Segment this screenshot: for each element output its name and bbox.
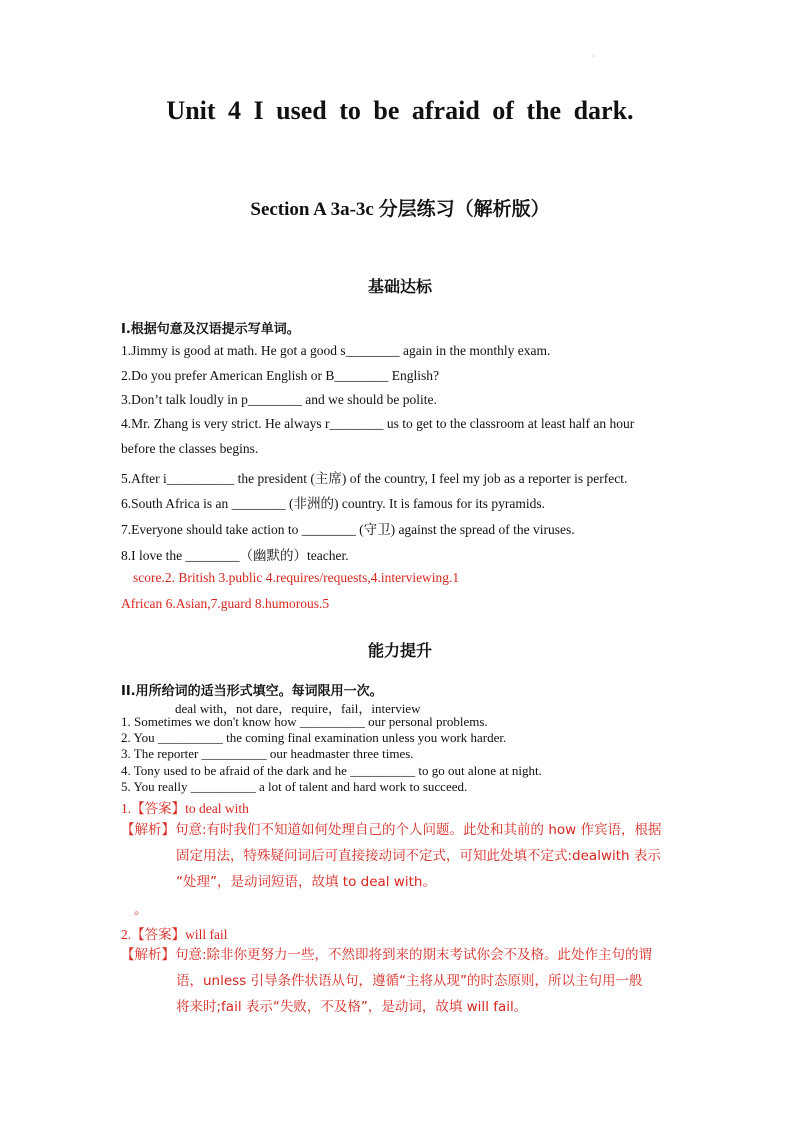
exercise-item-continuation: before the classes begins. [121, 441, 259, 456]
analysis-1 [121, 817, 681, 895]
analysis-2-line: 将来时;fail 表示“失败，不及格”，是动词，故填 will fail。 [176, 999, 528, 1015]
analysis-1-line: “处理”，是动词短语，故填 to deal with。 [176, 874, 436, 890]
exercise-item: 5. You really __________ a lot of talent and hard work to succeed. [121, 779, 468, 794]
exercise-item: 1.Jimmy is good at math. He got a good s________ again in the monthly exam. [121, 343, 551, 358]
exercise-item: 1. Sometimes we don't know how __________ our personal problems. [121, 714, 488, 729]
analysis-2 [121, 942, 681, 1020]
section2-instruction: II.用所给词的适当形式填空。每词限用一次。 [121, 684, 383, 699]
answer-2: 2.【答案】will fail [121, 927, 228, 942]
exercise-item: 2. You __________ the coming final examination unless you work harder. [121, 730, 507, 745]
section2-heading: 能力提升 [367, 641, 432, 660]
exercise-item: 8.I love the ________（幽默的）teacher. [121, 548, 349, 563]
exercise-item: 3.Don’t talk loudly in p________ and we should be polite. [121, 392, 437, 407]
page-subtitle: Section A 3a-3c 分层练习（解析版） [250, 199, 550, 220]
answer-key-line: score.2. British 3.public 4.requires/requests,4.interviewing.1 [133, 570, 460, 585]
exercise-item: 3. The reporter __________ our headmaster three times. [121, 746, 414, 761]
analysis-1-line: 【解析】句意:有时我们不知道如何处理自己的个人问题。此处和其前的 how 作宾语，根据 [121, 822, 662, 838]
answer-key-line: African 6.Asian,7.guard 8.humorous.5 [121, 596, 330, 611]
section1-instruction: Ⅰ.根据句意及汉语提示写单词。 [121, 322, 300, 337]
analysis-2-line: 【解析】句意:除非你更努力一些，不然即将到来的期末考试你会不及格。此处作主句的谓 [121, 947, 653, 963]
exercise-item: 6.South Africa is an ________ (非洲的) country. It is famous for its pyramids. [121, 496, 545, 511]
analysis-1-trail: 。 [134, 902, 148, 917]
exercise-item: 4. Tony used to be afraid of the dark and he __________ to go out alone at night. [121, 763, 542, 778]
page-title: Unit 4 I used to be afraid of the dark. [166, 96, 634, 125]
corner-mark: · [592, 52, 595, 61]
analysis-1-line: 固定用法，特殊疑问词后可直接接动词不定式，可知此处填不定式:dealwith 表示 [176, 848, 661, 864]
exercise-item: 7.Everyone should take action to ________ (守卫) against the spread of the viruses. [121, 522, 575, 537]
analysis-2-line: 语，unless 引导条件状语从句，遵循“主将从现”的时态原则，所以主句用一般 [176, 973, 643, 989]
word-box: deal with，not dare，require，fail，interview [175, 701, 421, 716]
exercise-item: 4.Mr. Zhang is very strict. He always r________ us to get to the classroom at least half an hour [121, 416, 635, 431]
exercise-item: 5.After i__________ the president (主席) of the country, I feel my job as a reporter is perfect. [121, 471, 628, 486]
answer-1: 1.【答案】to deal with [121, 801, 249, 816]
section1-heading: 基础达标 [367, 277, 432, 296]
exercise-item: 2.Do you prefer American English or B________ English? [121, 368, 439, 383]
